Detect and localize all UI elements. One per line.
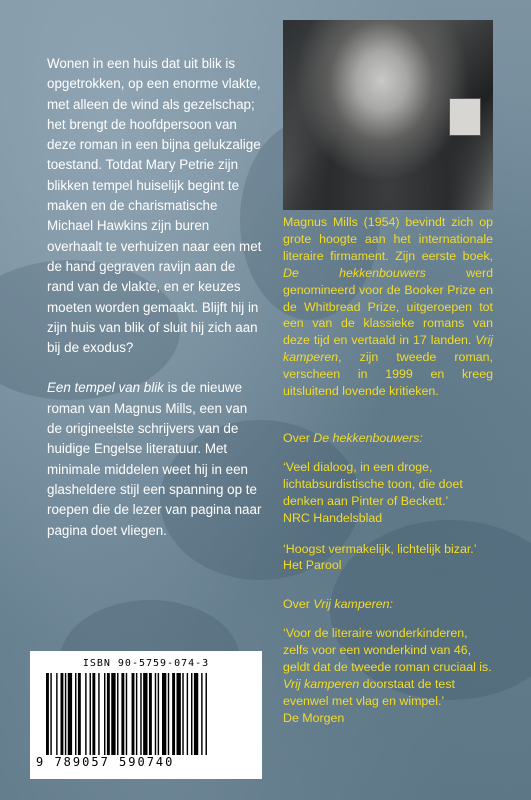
barcode-bars xyxy=(46,673,252,755)
bio-book-title: De hekkenbouwers xyxy=(283,265,426,280)
quote-book-title: Vrij kamperen xyxy=(283,676,360,691)
book-title: Een tempel van blik xyxy=(47,380,164,396)
bio-text: Magnus Mills (1954) bevindt zich op grote hoogte aan het internationale literaire firmament. Zijn eerste boek, xyxy=(283,215,493,263)
review-quote xyxy=(283,541,493,575)
photo-sign xyxy=(449,98,481,136)
author-photo xyxy=(283,20,493,210)
bio-book-title: Vrij kamperen xyxy=(283,333,493,365)
review-heading xyxy=(283,430,493,447)
review-heading-prefix: Over xyxy=(283,597,314,612)
review-heading-title: De hekkenbouwers: xyxy=(313,430,423,445)
review-quote xyxy=(283,625,493,726)
quote-source: De Morgen xyxy=(283,710,345,725)
quote-source: Het Parool xyxy=(283,558,342,573)
review-quote xyxy=(283,459,493,527)
quote-text: doorstaat de test evenwel met vlag en wimpel.’ xyxy=(283,676,455,708)
author-bio xyxy=(283,214,493,400)
review-heading xyxy=(283,596,493,613)
review-heading-prefix: Over xyxy=(283,430,314,445)
review-heading-title: Vrij kamperen: xyxy=(313,597,393,612)
bio-text: , zijn tweede roman, verscheen in 1999 en kreeg uitsluitend lovende kritieken. xyxy=(283,350,493,399)
isbn-text: ISBN 90-5759-074-3 xyxy=(82,658,210,669)
quote-text: ‘Hoogst vermakelijk, lichtelijk bizar.’ xyxy=(283,541,477,556)
blurb-paragraph-2-text: is de nieuwe roman van Magnus Mills, een van de origineelste schrijvers van de huidige Engelse literatuur. Met minimale middelen weet hij in een glasheldere stijl een spanning op te roepen die de lezer van pagina naar pagina doet vliegen. xyxy=(47,380,262,538)
blurb-paragraph-1: Wonen in een huis dat uit blik is opgetrokken, op een enorme vlakte, met alleen de wind als gezelschap; het brengt de hoofdpersoon van deze roman in een bijna gelukzalige toestand. Totdat Mary Petrie zijn blikken tempel huiselijk begint te maken en de charismatische Michael Hawkins zijn buren overhaalt te verhuizen naar een met de hand gegraven ravijn aan de rand van de vlakte, en er keuzes moeten worden gemaakt. Blijft hij in zijn huis van blik of sluit hij zich aan bij de exodus? xyxy=(47,56,262,356)
quote-text: ‘Veel dialoog, in een droge, lichtabsurdistische toon, die doet denken aan Pinter of Beckett.’ xyxy=(283,459,463,508)
quote-text: ‘Voor de literaire wonderkinderen, zelfs voor een wonderkind van 46, geldt dat de tweede roman cruciaal is. xyxy=(283,626,492,675)
author-column xyxy=(283,214,493,741)
quote-source: NRC Handelsblad xyxy=(283,510,383,525)
bio-text: werd genomineerd voor de Booker Prize en de Whitbread Prize, uitgeroepen tot een van de klassieke romans van deze tijd en vertaald in 17 landen. xyxy=(283,265,493,348)
blurb-paragraph-2 xyxy=(47,378,263,540)
ean-text: 9 789057 590740 xyxy=(36,755,175,769)
blurb-column xyxy=(47,54,263,561)
isbn-barcode xyxy=(30,651,262,779)
